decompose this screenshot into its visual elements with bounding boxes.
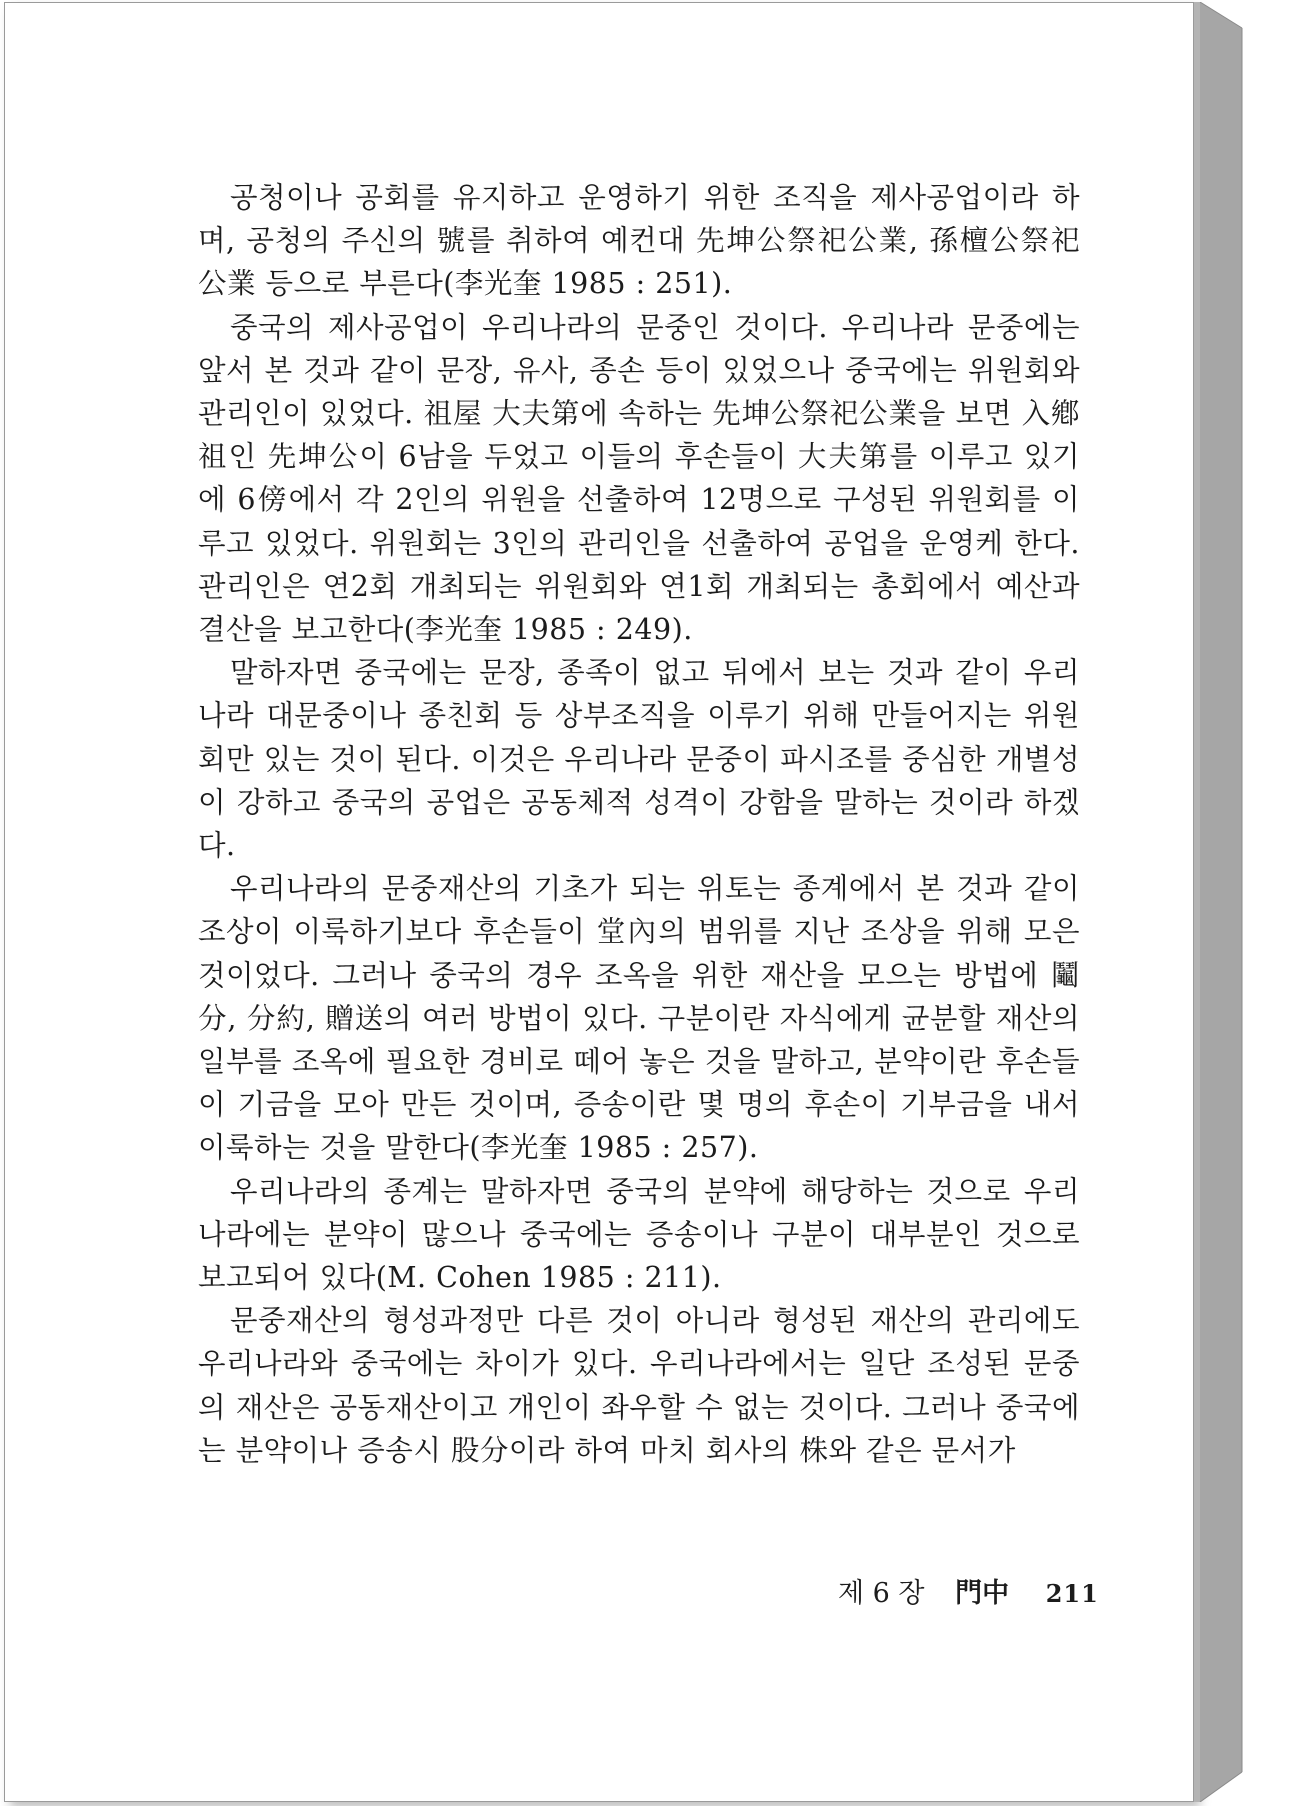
body-text: [198, 176, 1080, 1472]
page-footer: [838, 1571, 1099, 1610]
chapter-title: 門中: [955, 1578, 1010, 1609]
book-spine-edge: [1194, 2, 1254, 1802]
paragraph: 중국의 제사공업이 우리나라의 문중인 것이다. 우리나라 문중에는 앞서 본 것과 같이 문장, 유사, 종손 등이 있었으나 중국에는 위원회와 관리인이 있었다. 祖屋 大夫第에 속하는 先坤公祭祀公業을 보면 入鄕祖인 先坤公이 6남을 두었고 이들의 후손들이 大夫第를 이루고 있기에 6傍에서 각 2인의 위원을 선출하여 12명으로 구성된 위원회를 이루고 있었다. 위원회는 3인의 관리인을 선출하여 공업을 운영케 한다. 관리인은 연2회 개최되는 위원회와 연1회 개최되는 총회에서 예산과 결산을 보고한다(李光奎 1985 : 249).: [198, 310, 1080, 647]
chapter-label: 제 6 장: [838, 1578, 925, 1609]
paragraph: 공청이나 공회를 유지하고 운영하기 위한 조직을 제사공업이라 하며, 공청의 주신의 號를 취하여 예컨대 先坤公祭祀公業, 孫檀公祭祀公業 등으로 부른다(李光奎 1985 : 251).: [198, 181, 1080, 301]
paragraph: 우리나라의 종계는 말하자면 중국의 분약에 해당하는 것으로 우리나라에는 분약이 많으나 중국에는 증송이나 구분이 대부분인 것으로 보고되어 있다(M. Cohen 1985 : 211).: [198, 1174, 1080, 1295]
paragraph: 말하자면 중국에는 문장, 종족이 없고 뒤에서 보는 것과 같이 우리나라 대문중이나 종친회 등 상부조직을 이루기 위해 만들어지는 위원회만 있는 것이 된다. 이것은 우리나라 문중이 파시조를 중심한 개별성이 강하고 중국의 공업은 공동체적 성격이 강함을 말하는 것이라 하겠다.: [198, 656, 1080, 863]
paragraph: 문중재산의 형성과정만 다른 것이 아니라 형성된 재산의 관리에도 우리나라와 중국에는 차이가 있다. 우리나라에서는 일단 조성된 문중의 재산은 공동재산이고 개인이 좌우할 수 없는 것이다. 그러나 중국에는 분약이나 증송시 股分이라 하여 마치 회사의 株와 같은 문서가: [198, 1304, 1080, 1467]
paragraph: 우리나라의 문중재산의 기초가 되는 위토는 종계에서 본 것과 같이 조상이 이룩하기보다 후손들이 堂內의 범위를 지난 조상을 위해 모은 것이었다. 그러나 중국의 경우 조옥을 위한 재산을 모으는 방법에 鬮分, 分約, 贈送의 여러 방법이 있다. 구분이란 자식에게 균분할 재산의 일부를 조옥에 필요한 경비로 떼어 놓은 것을 말하고, 분약이란 후손들이 기금을 모아 만든 것이며, 증송이란 몇 명의 후손이 기부금을 내서 이룩하는 것을 말한다(李光奎 1985 : 257).: [198, 872, 1080, 1165]
page-number: 211: [1045, 1579, 1099, 1608]
